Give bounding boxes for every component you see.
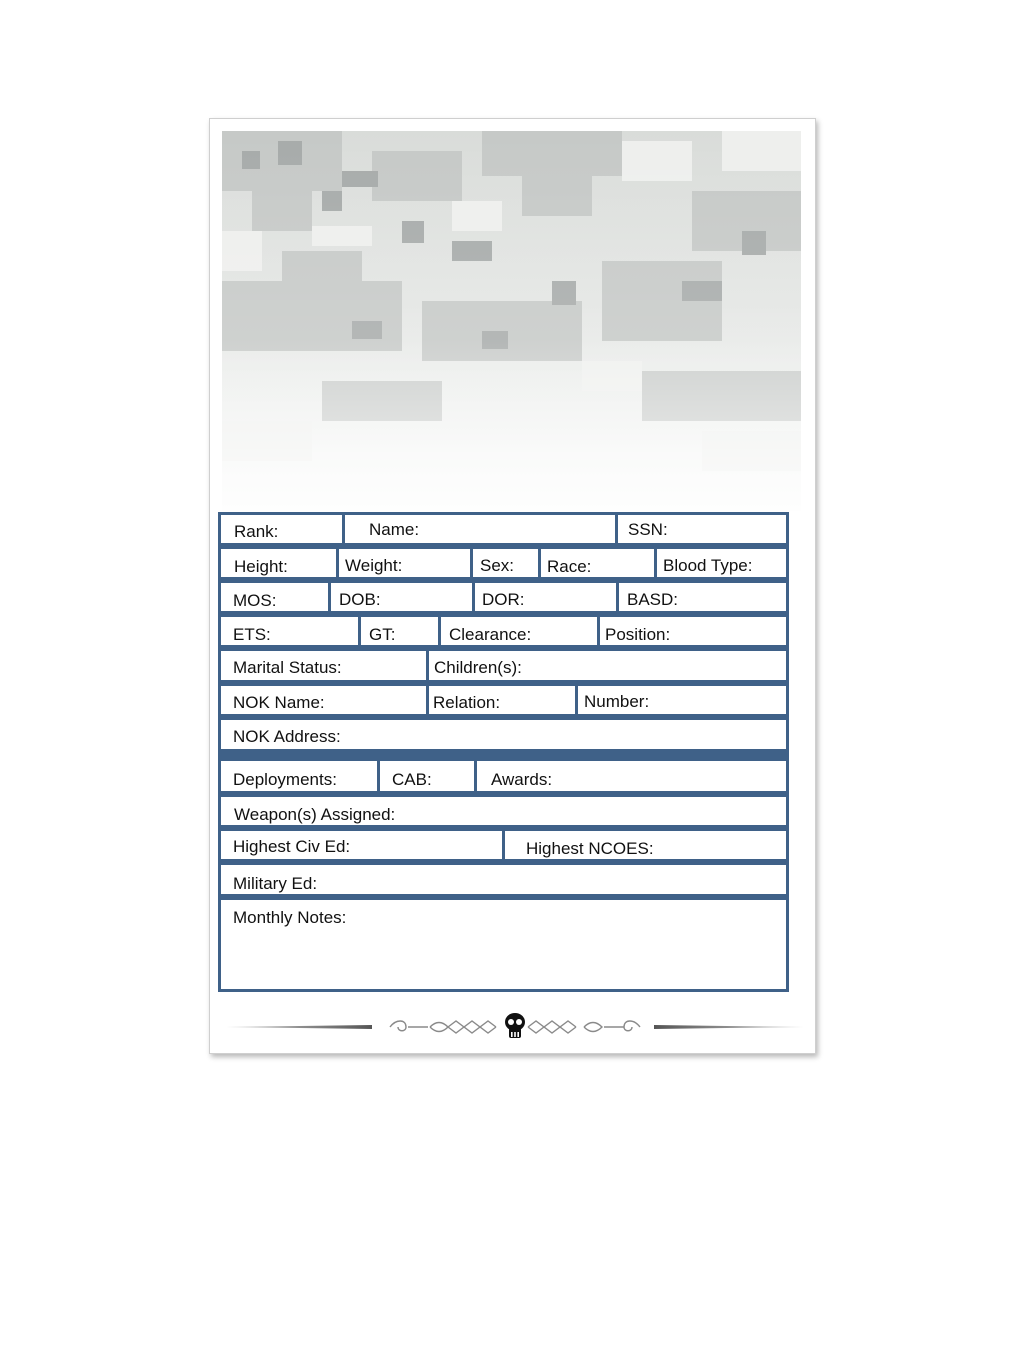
sex-field[interactable] [470,546,541,580]
children-label: Children(s): [434,658,522,677]
nok-name-label: NOK Name: [233,693,325,712]
highest-civ-ed-label: Highest Civ Ed: [233,837,351,856]
nok-address-label: NOK Address: [233,727,341,746]
number-label: Number: [584,692,650,711]
highest-ncoes-label: Highest NCOES: [526,839,654,858]
dob-label: DOB: [339,590,381,609]
children-field[interactable] [426,648,789,683]
weapons-assigned-label: Weapon(s) Assigned: [234,805,396,824]
camouflage-header-image [222,131,801,511]
race-label: Race: [547,557,592,576]
marital-status-label: Marital Status: [233,658,342,677]
dob-field[interactable] [328,580,475,614]
position-label: Position: [605,625,671,644]
nok-name-field[interactable] [218,683,429,717]
camo-fade [222,131,801,511]
cab-field[interactable] [377,758,477,794]
awards-label: Awards: [491,770,553,789]
number-field[interactable] [575,683,789,717]
deployments-label: Deployments: [233,770,337,789]
relation-label: Relation: [433,693,501,712]
monthly-notes-label: Monthly Notes: [233,908,347,927]
relation-field[interactable] [426,683,578,717]
weight-label: Weight: [345,556,403,575]
ets-field[interactable] [218,614,361,648]
name-field[interactable] [342,512,618,546]
highest-civ-ed-field[interactable] [218,828,505,862]
position-field[interactable] [597,614,789,648]
gt-field[interactable] [358,614,441,648]
mos-label: MOS: [233,591,277,610]
height-field[interactable] [218,546,339,580]
skull-flourish-divider-icon [222,1010,808,1044]
rank-field[interactable] [218,512,345,546]
basd-label: BASD: [627,590,679,609]
name-label: Name: [369,520,420,539]
ssn-field[interactable] [615,512,789,546]
basd-field[interactable] [616,580,789,614]
race-field[interactable] [538,546,657,580]
weapons-assigned-field[interactable] [218,794,789,828]
nok-address-field[interactable] [218,717,789,752]
height-label: Height: [234,557,288,576]
mos-field[interactable] [218,580,331,614]
deployments-field[interactable] [218,758,380,794]
ets-label: ETS: [233,625,271,644]
military-ed-label: Military Ed: [233,874,318,893]
dor-label: DOR: [482,590,525,609]
marital-status-field[interactable] [218,648,429,683]
weight-field[interactable] [336,546,473,580]
clearance-label: Clearance: [449,625,532,644]
clearance-field[interactable] [438,614,600,648]
gt-label: GT: [369,625,396,644]
blood-type-label: Blood Type: [663,556,753,575]
dor-field[interactable] [472,580,619,614]
rank-label: Rank: [234,522,279,541]
military-ed-field[interactable] [218,862,789,897]
monthly-notes-field[interactable] [218,897,789,992]
cab-label: CAB: [392,770,432,789]
ssn-label: SSN: [628,520,668,539]
awards-field[interactable] [474,758,789,794]
sex-label: Sex: [480,556,515,575]
blood-type-field[interactable] [654,546,789,580]
highest-ncoes-field[interactable] [502,828,789,862]
